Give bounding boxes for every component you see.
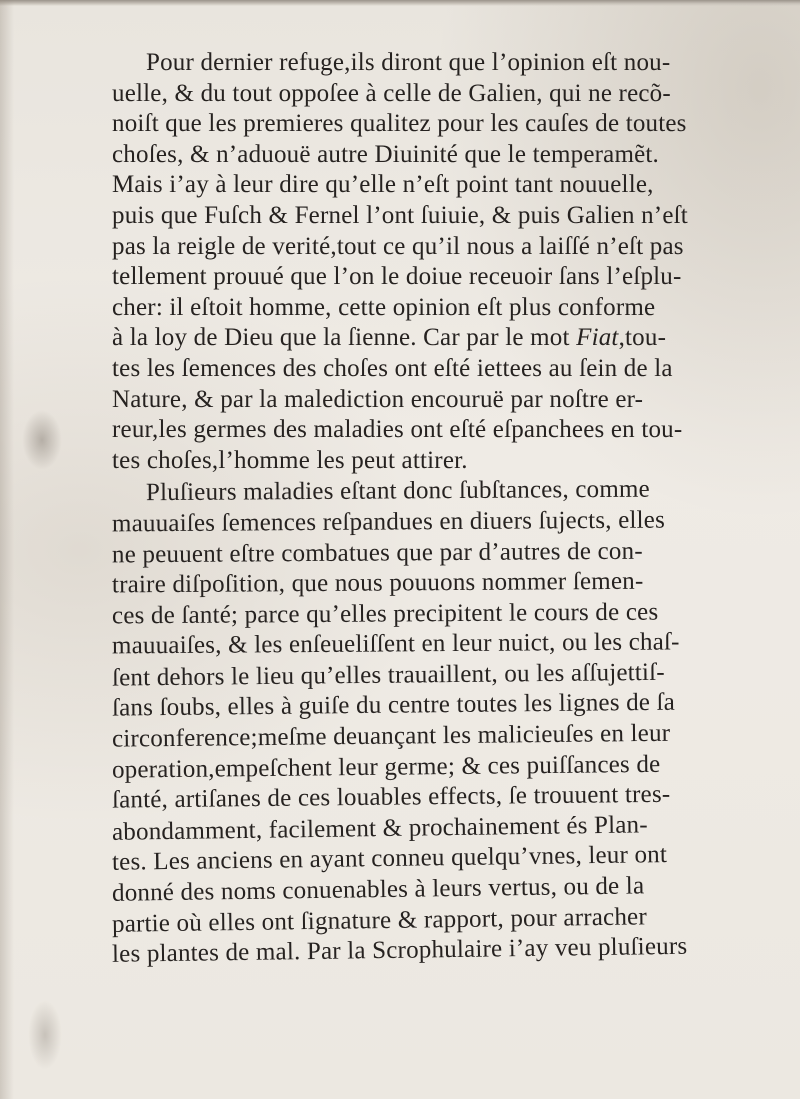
page-gutter-shadow bbox=[0, 0, 14, 1099]
text-line: Mais i’ay à leur dire qu’elle n’eſt point tant nouuelle, bbox=[112, 171, 654, 199]
text-line: puis que Fuſch & Fernel l’ont ſuiuie, & puis Galien n’eſt bbox=[112, 201, 688, 229]
text-line: reur,les germes des maladies ont eſté eſpanchees en tou- bbox=[112, 416, 683, 444]
text-line: choſes, & n’aduouë autre Diuinité que le temperamẽt. bbox=[112, 140, 660, 168]
text-line: tes. Les anciens en ayant conneu quelqu’vnes, leur ont bbox=[111, 841, 668, 877]
text-line: Pour dernier refuge,ils diront que l’opinion eſt nou- bbox=[146, 49, 671, 76]
text-line: traire diſpoſition, que nous pouuons nommer ſemen- bbox=[111, 567, 644, 599]
ink-smudge bbox=[22, 410, 62, 470]
text-line: pas la reigle de verité,tout ce qu’il nous a laiſſé n’eſt pas bbox=[112, 232, 684, 260]
text-line: partie où elles ont ſignature & rapport, pour arracher bbox=[111, 902, 648, 938]
text-line: ſans ſoubs, elles à guiſe du centre toutes les lignes de ſa bbox=[111, 689, 676, 723]
text-line: tes choſes,l’homme les peut attirer. bbox=[112, 446, 468, 474]
text-line: circonference;meſme deuançant les malicieuſes en leur bbox=[111, 719, 671, 753]
text-line: Nature, & par la malediction encouruë par noſtre er- bbox=[112, 385, 644, 413]
ink-smudge bbox=[28, 1000, 62, 1070]
text-line: ſent dehors le lieu qu’elles trauaillent, ou les aſſujettiſ- bbox=[111, 658, 665, 692]
text-line: mauuaiſes, & les enſeueliſſent en leur nuict, ou les chaſ- bbox=[111, 628, 680, 660]
text-line: abondamment, facilement & prochainement és Plan- bbox=[111, 811, 648, 846]
text-line: Pluſieurs maladies eſtant donc ſubſtances, comme bbox=[145, 475, 651, 507]
text-line: les plantes de mal. Par la Scrophulaire i’ay veu pluſieurs bbox=[111, 933, 688, 969]
text-line: mauuaiſes ſemences reſpandues en diuers ſujects, elles bbox=[111, 506, 666, 538]
text-line: cher: il eſtoit homme, cette opinion eſt plus conforme bbox=[112, 293, 656, 321]
text-line: ſanté, artiſanes de ces louables effects, ſe trouuent tres- bbox=[111, 781, 671, 814]
text-line: ne peuuent eſtre combatues que par d’autres de con- bbox=[111, 537, 643, 568]
italic-word: Fiat bbox=[576, 324, 619, 352]
text-line: à la loy de Dieu que la ſienne. Car par le mot Fiat,tou- bbox=[112, 324, 667, 352]
text-line: donné des noms conuenables à leurs vertus, ou de la bbox=[111, 872, 645, 907]
text-line: operation,empeſchent leur germe; & ces puiſſances de bbox=[111, 750, 661, 784]
text-line: noiſt que les premieres qualitez pour les cauſes de toutes bbox=[112, 110, 687, 138]
text-line: tellement prouué que l’on le doiue receuoir ſans l’eſplu- bbox=[112, 263, 682, 291]
page-top-edge bbox=[0, 0, 800, 6]
text-line: ces de ſanté; parce qu’elles precipitent le cours de ces bbox=[111, 598, 659, 630]
body-text bbox=[111, 48, 800, 969]
text-line: uelle, & du tout oppoſee à celle de Galien, qui ne recõ- bbox=[112, 79, 671, 107]
text-line: tes les ſemences des choſes ont eſté iettees au ſein de la bbox=[112, 354, 673, 382]
